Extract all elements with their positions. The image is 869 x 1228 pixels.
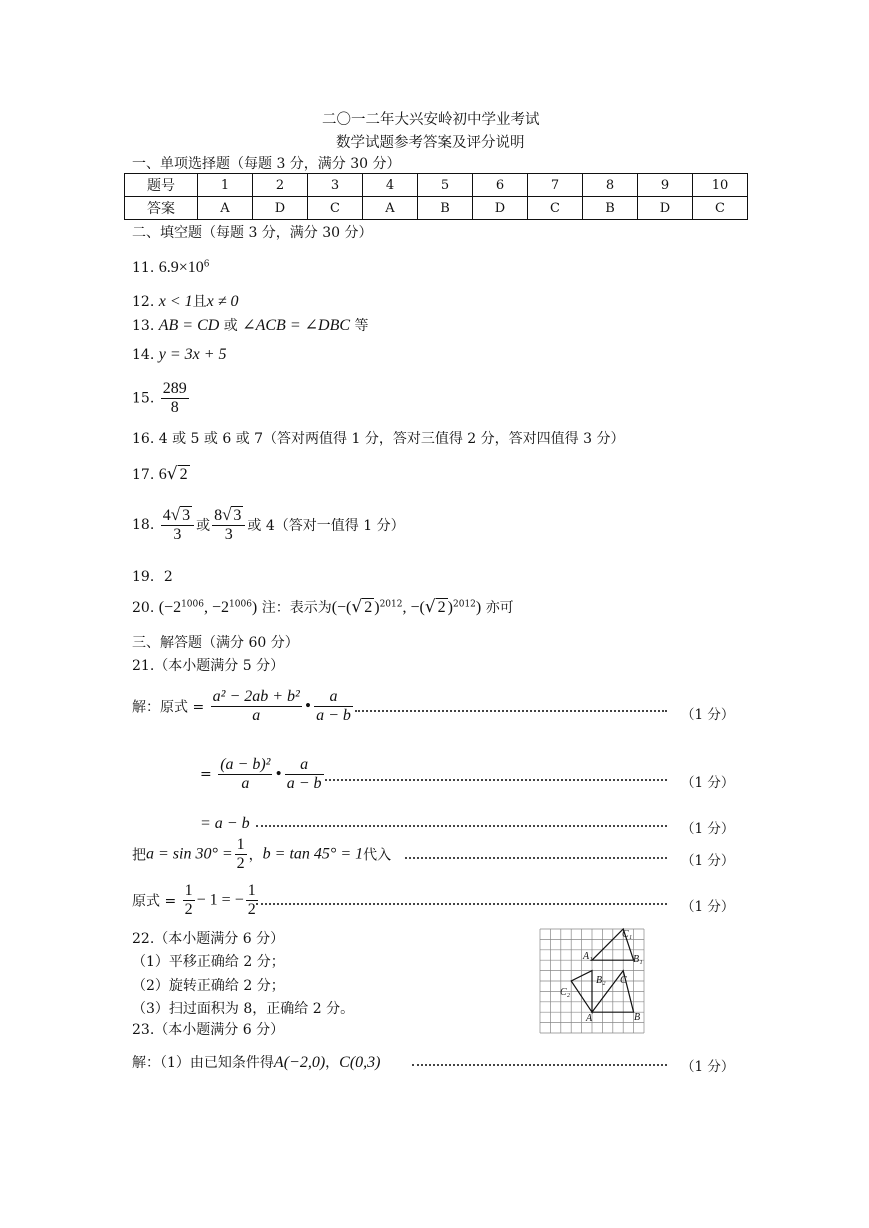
table-cell: C — [528, 197, 583, 220]
label-b1: B₁ — [633, 954, 643, 965]
table-cell: 4 — [363, 174, 418, 197]
score-label: （1 分） — [681, 899, 735, 915]
dotted-leader — [325, 779, 667, 781]
q21-step-1: 解：原式 = $\frac{\text{a² − 2ab + b²}}{a}$ • $\frac{a}{a - b}$ — [132, 688, 351, 724]
grid-figure — [536, 925, 656, 1037]
label-c2: C₂ — [560, 987, 571, 998]
table-cell: C — [693, 197, 748, 220]
fill-answer-15: 15. $\frac{289}{8}$ — [132, 380, 187, 416]
q23-step-1: 解：（1）由已知条件得A(−2,0)，C(0,3) — [132, 1054, 381, 1071]
section-1-heading: 一、单项选择题（每题 3 分，满分 30 分） — [132, 156, 401, 172]
fill-answer-14: 14. y = 3x + 5 — [132, 346, 227, 363]
fraction: $\frac{1}{2}$ — [236, 836, 245, 872]
fill-answer-19: 19．2 — [132, 569, 173, 585]
table-row-answers — [125, 197, 748, 220]
q21-substitution: 把a = sin 30° = $\frac{1}{2}$ ，b = tan 45° = 1代入 — [132, 836, 392, 872]
q21-header: 21.（本小题满分 5 分） — [132, 658, 285, 674]
fraction: $\frac{4√ 3}{3}$ — [161, 506, 194, 544]
table-cell: D — [638, 197, 693, 220]
q22-item-2: （2）旋转正确给 2 分； — [132, 978, 285, 994]
table-cell: C — [308, 197, 363, 220]
fraction: $\frac{\text{(a − b)²}}{a}$ — [220, 756, 271, 792]
table-cell: 6 — [473, 174, 528, 197]
fill-answer-20: 20. ($-2^{1006}$, $-2^{1006}$) 注：表示为(−(√ 2 )$^{2012}$, −(√ 2 )$^{2012}$) 亦可 — [132, 597, 514, 617]
table-cell: B — [583, 197, 638, 220]
q23-header: 23.（本小题满分 6 分） — [132, 1022, 285, 1038]
table-cell: 8 — [583, 174, 638, 197]
q22-header: 22.（本小题满分 6 分） — [132, 931, 285, 947]
score-label: （1 分） — [681, 1059, 735, 1075]
dotted-leader — [256, 825, 667, 827]
fraction: $\frac{289}{8}$ — [162, 380, 187, 416]
section-3-heading: 三、解答题（满分 60 分） — [132, 635, 299, 651]
table-cell: B — [418, 197, 473, 220]
label-a1: A₁ — [583, 951, 593, 962]
score-label: （1 分） — [681, 707, 735, 723]
q22-item-3: （3）扫过面积为 8，正确给 2 分。 — [132, 1001, 355, 1017]
fill-answer-18: 18. $\frac{4√ 3}{3}$ 或 $\frac{8√ 3}{3}$ 或 4（答对一值得 1 分） — [132, 505, 405, 543]
fraction: $\frac{1}{2}$ — [184, 882, 193, 918]
answer-key-title: 数学试题参考答案及评分说明 — [336, 135, 525, 151]
table-cell: 1 — [198, 174, 253, 197]
dotted-leader — [355, 710, 667, 712]
fill-answer-12: 12. x < 1且x ≠ 0 — [132, 293, 239, 310]
q21-step-2: = $\frac{\text{(a − b)²}}{a}$ • $\frac{a}{a - b}$ — [200, 756, 322, 792]
dotted-leader — [412, 1064, 667, 1066]
fraction: $\frac{a}{a - b}$ — [316, 688, 351, 724]
table-cell: 5 — [418, 174, 473, 197]
table-cell: A — [363, 197, 418, 220]
label-b: B — [634, 1012, 641, 1023]
table-cell: D — [473, 197, 528, 220]
row-label-number: 题号 — [125, 174, 198, 197]
fraction: $\frac{8√ 3}{3}$ — [212, 506, 245, 544]
fill-answer-16: 16. 4 或 5 或 6 或 7（答对两值得 1 分，答对三值得 2 分，答对四值得 3 分） — [132, 431, 625, 447]
table-cell: 9 — [638, 174, 693, 197]
q21-result: 原式 = $\frac{1}{2}$ − 1 = − $\frac{1}{2}$ — [132, 882, 256, 918]
q22-item-1: （1）平移正确给 2 分； — [132, 954, 285, 970]
table-cell: 2 — [253, 174, 308, 197]
score-label: （1 分） — [681, 775, 735, 791]
table-cell: 7 — [528, 174, 583, 197]
fraction: $\frac{a}{a - b}$ — [286, 756, 322, 792]
label-c1: C₁ — [622, 929, 633, 940]
label-a: A — [586, 1013, 593, 1024]
score-label: （1 分） — [681, 821, 735, 837]
table-cell: 10 — [693, 174, 748, 197]
exam-title: 二〇一二年大兴安岭初中学业考试 — [322, 112, 540, 128]
q21-step-3: = a − b — [200, 815, 250, 832]
label-b2: B₂ — [596, 975, 606, 986]
answer-table — [124, 173, 748, 220]
fill-answer-17: 17. 6√ 2 — [132, 464, 188, 484]
table-cell: 3 — [308, 174, 363, 197]
score-label: （1 分） — [681, 853, 735, 869]
fill-answer-13: 13. AB = CD 或 ∠ACB = ∠DBC 等 — [132, 317, 369, 334]
dotted-leader — [405, 857, 667, 859]
table-cell: A — [198, 197, 253, 220]
table-row-numbers — [125, 174, 748, 197]
table-cell: D — [253, 197, 308, 220]
row-label-answer: 答案 — [125, 197, 198, 220]
fill-answer-11: 11. $6.9\times 10^6$ — [132, 259, 210, 276]
section-2-heading: 二、填空题（每题 3 分，满分 30 分） — [132, 225, 373, 241]
label-c: C — [620, 975, 627, 986]
fraction: $\frac{\text{a² − 2ab + b²}}{a}$ — [212, 688, 300, 724]
dotted-leader — [256, 903, 667, 905]
fraction: $\frac{1}{2}$ — [247, 882, 256, 918]
